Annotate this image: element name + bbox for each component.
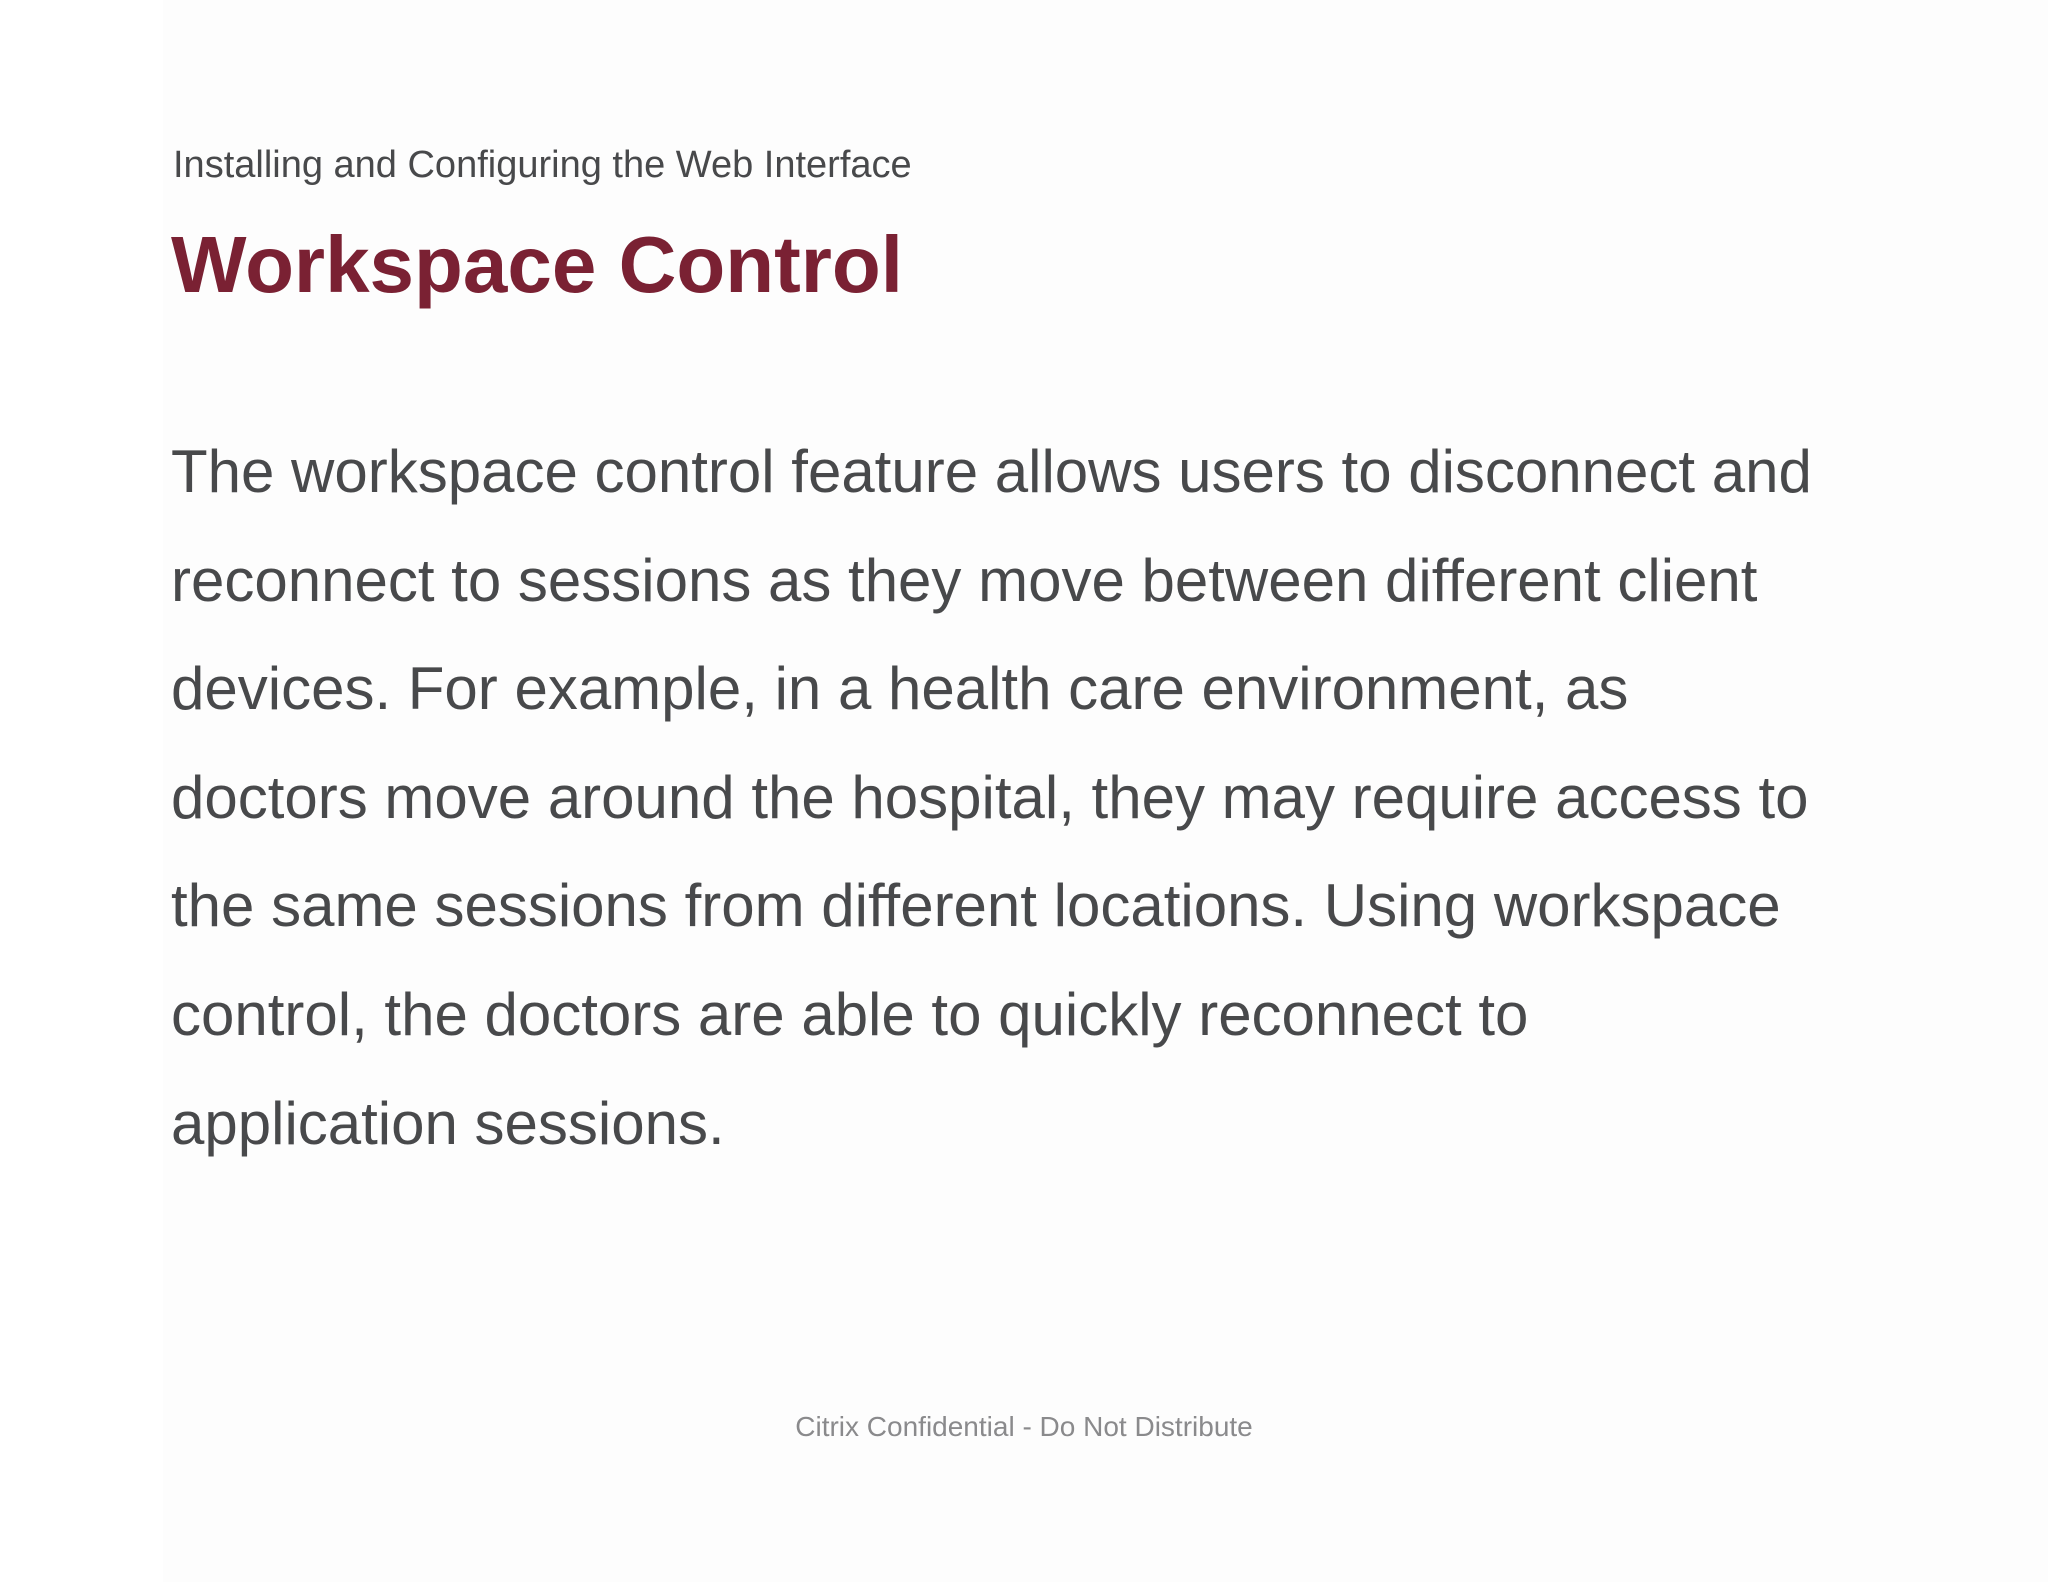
body-line: control, the doctors are able to quickly reconnect to <box>171 980 1529 1048</box>
body-paragraph <box>171 418 1941 1178</box>
body-line: doctors move around the hospital, they may require access to <box>171 763 1809 831</box>
body-line: reconnect to sessions as they move between different client <box>171 546 1758 614</box>
page-title: Workspace Control <box>171 220 903 309</box>
body-line: application sessions. <box>171 1089 725 1157</box>
confidentiality-footer: Citrix Confidential - Do Not Distribute <box>795 1411 1253 1442</box>
body-line: the same sessions from different locations. Using workspace <box>171 872 1781 940</box>
section-label: Installing and Configuring the Web Interface <box>173 144 912 186</box>
body-line: The workspace control feature allows users to disconnect and <box>171 438 1812 505</box>
body-line: devices. For example, in a health care environment, as <box>171 655 1629 723</box>
